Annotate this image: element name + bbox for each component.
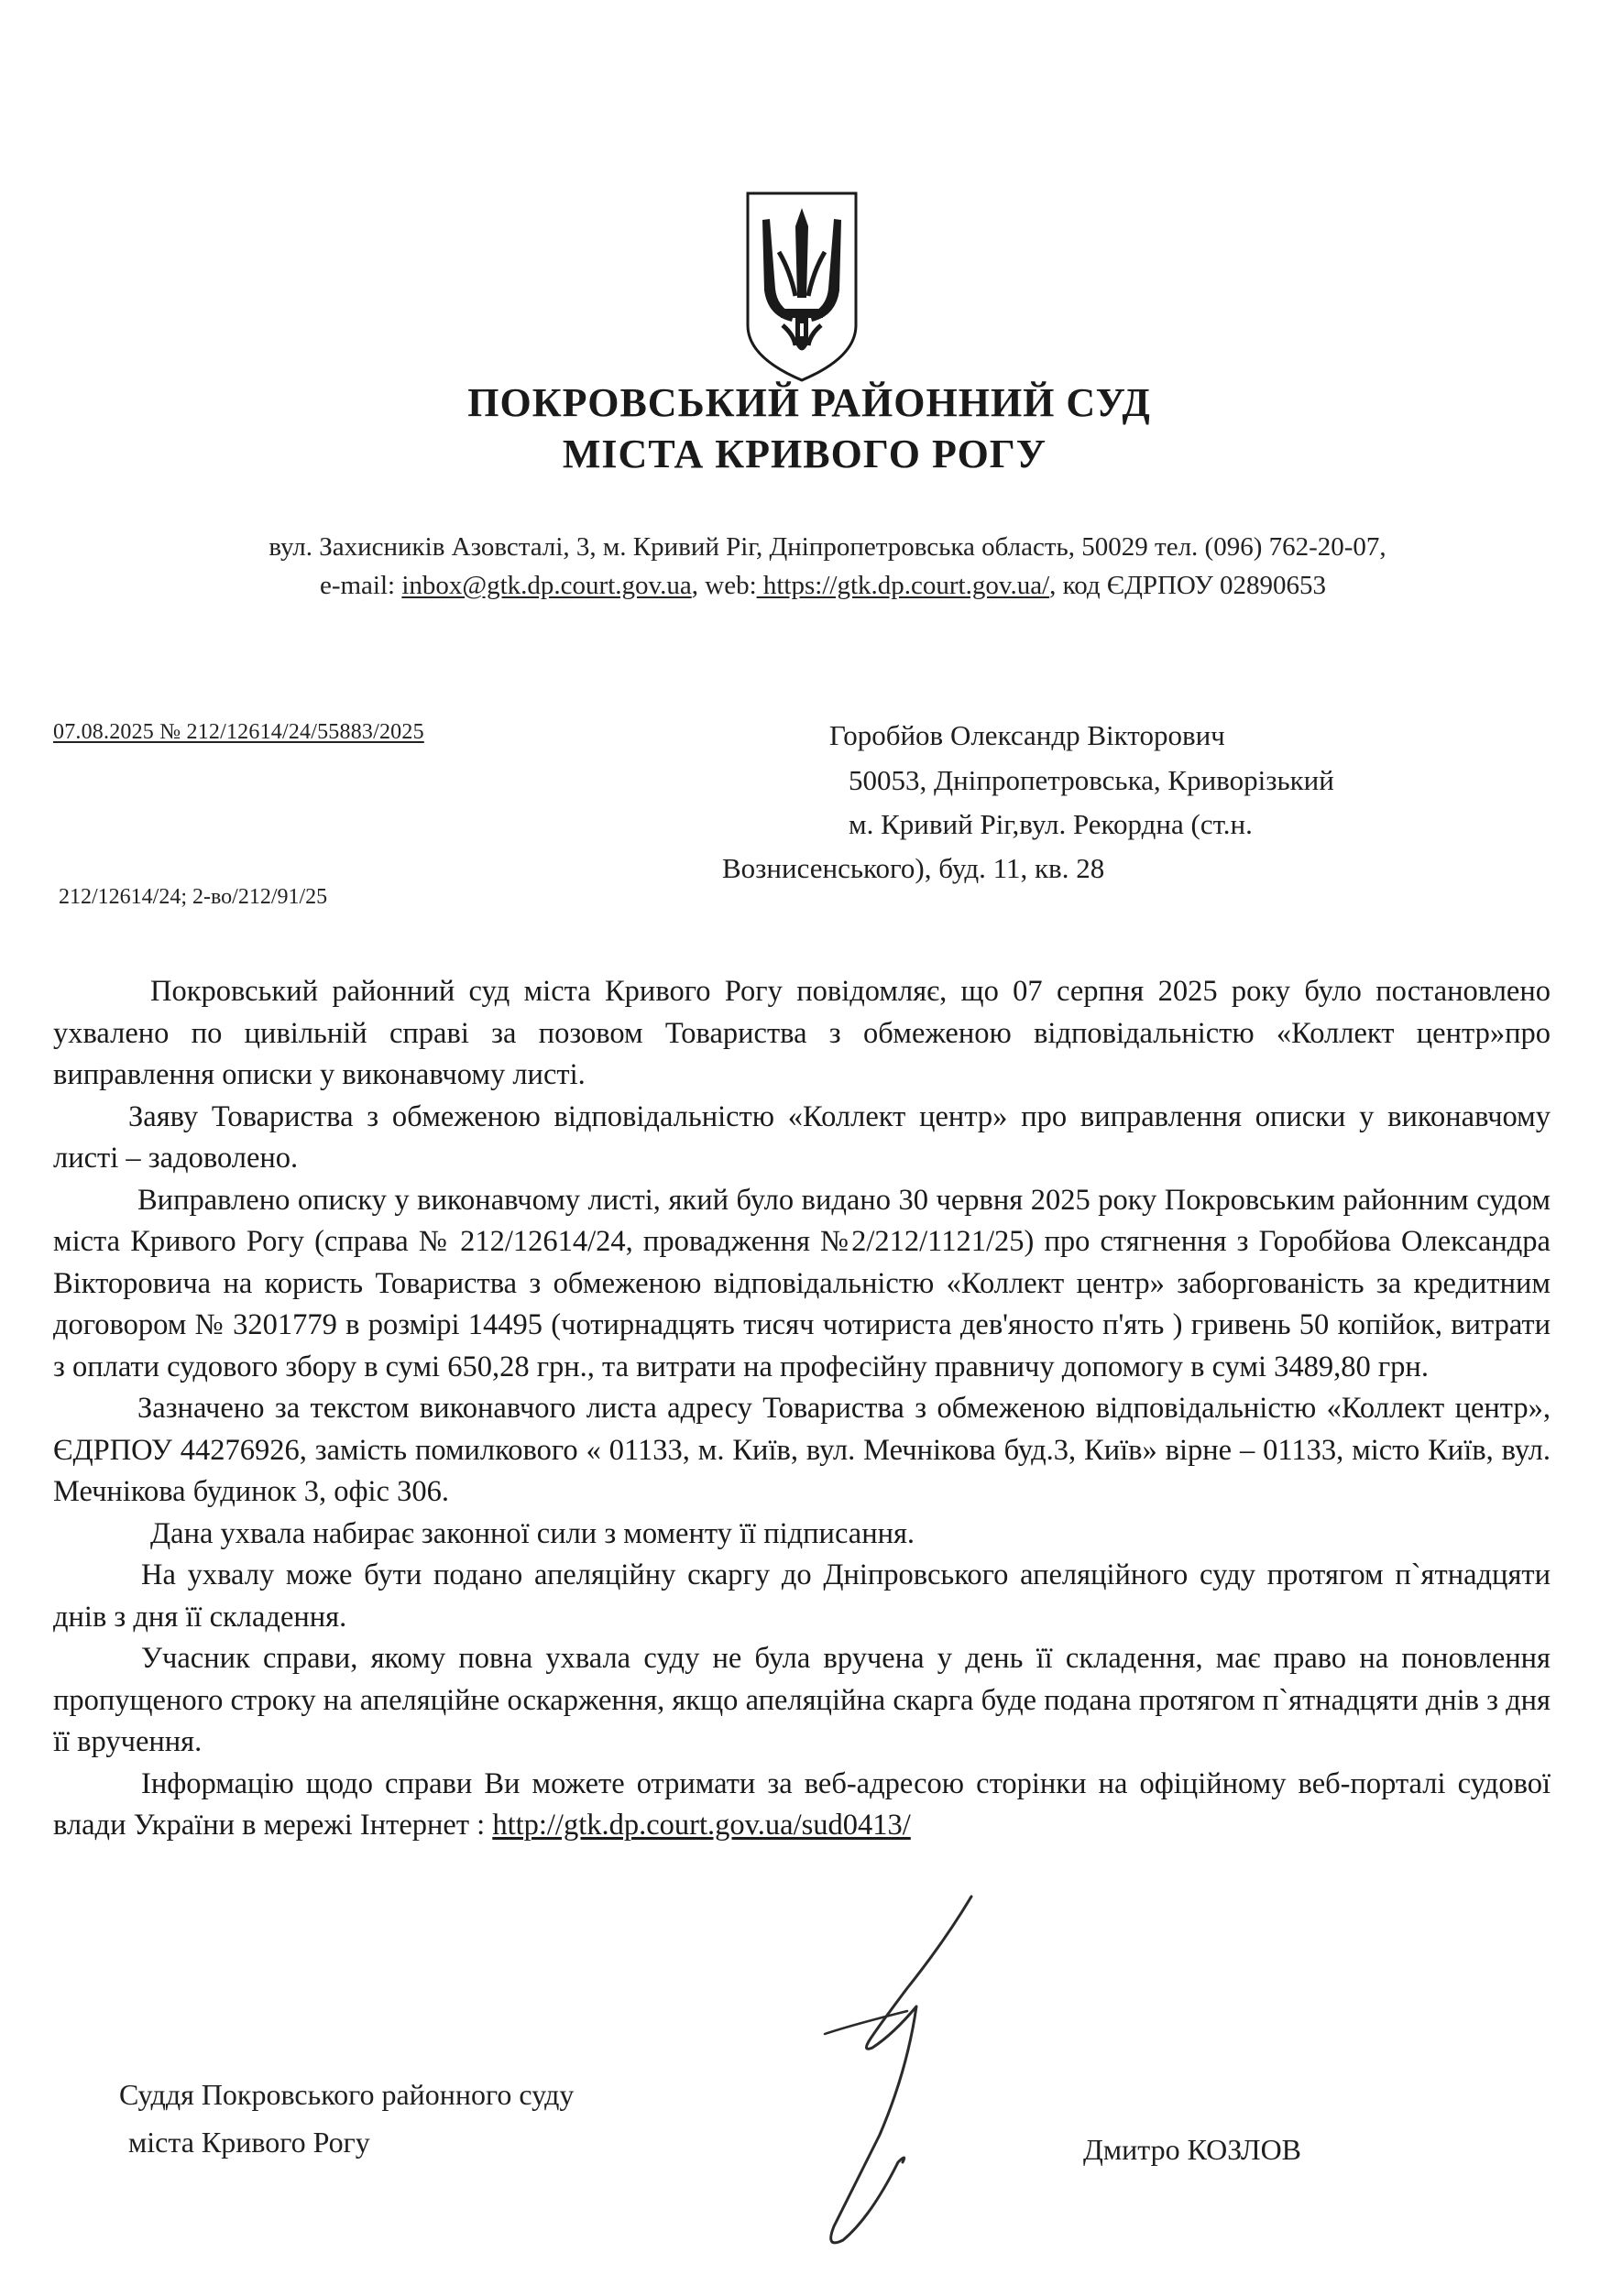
judge-title-line1: Суддя Покровського районного суду (119, 2078, 575, 2111)
email-label: e-mail: (319, 571, 402, 600)
body-paragraph-6: На ухвалу може бути подано апеляційну скаргу до Дніпровського апеляційного суду протягом п`ятнадцяти днів з дня її складення. (53, 1558, 1551, 1634)
web-label: , web: (691, 571, 757, 600)
court-name-line1: ПОКРОВСЬКИЙ РАЙОННИЙ СУД (467, 380, 1151, 425)
case-numbers: 212/12614/24; 2-во/212/91/25 (59, 885, 328, 909)
body-paragraph-4: Зазначено за текстом виконавчого листа адресу Товариства з обмеженою відповідальністю «Коллект центр», ЄДРПОУ 44276926, замість помилкового « 01133, м. Київ, вул. Мечнікова буд.3, Київ» вірне – 01133, місто Київ, вул. Мечнікова будинок 3, офіс 306. (53, 1392, 1551, 1508)
body-paragraph-7: Учасник справи, якому повна ухвала суду не була вручена у день її складення, має право на поновлення пропущеного строку на апеляційне оскарження, якщо апеляційна скарга буде подана протягом п`ятнадцяти днів з дня її вручення. (53, 1642, 1551, 1758)
addressee-address-line1: 50053, Дніпропетровська, Криворізький (849, 764, 1334, 796)
body-paragraph-8 (53, 1764, 1551, 1847)
email-link[interactable]: inbox@gtk.dp.court.gov.ua (401, 571, 692, 600)
outgoing-date-number: 07.08.2025 № 212/12614/24/55883/2025 (53, 720, 424, 744)
letter-body (53, 971, 1551, 1847)
handwritten-signature (770, 1887, 1045, 2272)
body-paragraph-1: Покровський районний суд міста Кривого Рогу повідомляє, що 07 серпня 2025 року було постановлено ухвалено по цивільній справі за позовом Товариства з обмеженою відповідальністю «Коллект центр»про виправлення описки у виконавчому листі. (53, 975, 1551, 1091)
edrpou-code: , код ЄДРПОУ 02890653 (1049, 571, 1327, 600)
body-paragraph-3: Виправлено описку у виконавчому листі, який було видано 30 червня 2025 року Покровським районним судом міста Кривого Рогу (справа № 212/12614/24, провадження №2/212/1121/25) про стягнення з Горобйова Олександра Вікторовича на користь Товариства з обмеженою відповідальністю «Коллект центр» заборгованість за кредитним договором № 3201779 в розмірі 14495 (чотирнадцять тисяч чотириста дев'яносто п'ять ) гривень 50 копійок, витрати з оплати судового збору в сумі 650,28 грн., та витрати на професійну правничу допомогу в сумі 3489,80 грн. (53, 1183, 1551, 1383)
case-portal-link[interactable]: http://gtk.dp.court.gov.ua/sud0413/ (492, 1809, 911, 1842)
portal-info-text: Інформацію щодо справи Ви можете отримати за веб-адресою сторінки на офіційному веб-порталі судової влади України в мережі Інтернет : (53, 1766, 1551, 1842)
addressee-address-line2: м. Кривий Ріг,вул. Рекордна (ст.н. (849, 808, 1253, 840)
addressee-address-line3: Вознисенського), буд. 11, кв. 28 (722, 852, 1105, 884)
court-address: вул. Захисників Азовсталі, 3, м. Кривий Ріг, Дніпропетровська область, 50029 тел. (096) 762-20-07, (268, 532, 1386, 562)
body-paragraph-5: Дана ухвала набирає законної сили з моменту її підписання. (150, 1516, 915, 1550)
judge-title-line2: міста Кривого Рогу (128, 2126, 370, 2159)
court-name-line2: МІСТА КРИВОГО РОГУ (562, 432, 1047, 476)
trident-coat-of-arms-icon (742, 188, 861, 385)
body-paragraph-2: Заяву Товариства з обмеженою відповідальністю «Коллект центр» про виправлення описки у виконавчому листі – задоволено. (53, 1099, 1551, 1175)
court-contacts (0, 573, 1600, 599)
web-link[interactable]: https://gtk.dp.court.gov.ua/ (756, 571, 1050, 600)
judge-name: Дмитро КОЗЛОВ (1083, 2133, 1302, 2166)
addressee-name: Горобйов Олександр Вікторович (829, 719, 1225, 751)
